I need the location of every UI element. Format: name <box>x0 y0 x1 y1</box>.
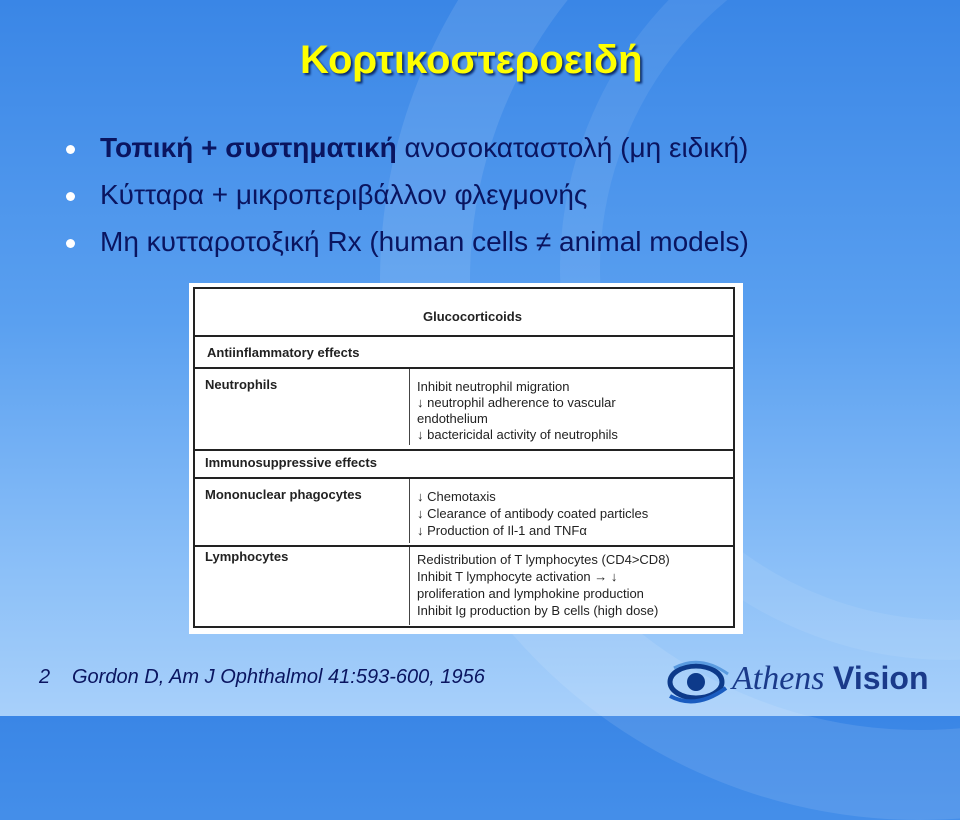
bullet-item-1 <box>62 132 749 179</box>
logo-word-vision: Vision <box>833 660 929 696</box>
slide-title: Κορτικοστεροειδή <box>300 38 643 82</box>
row2-line: ↓ Clearance of antibody coated particles <box>417 506 649 521</box>
column-divider <box>409 479 410 543</box>
row3-line: Inhibit T lymphocyte activation → ↓ <box>417 569 618 584</box>
row3-line: proliferation and lymphokine production <box>417 586 644 601</box>
athens-vision-logo <box>666 650 956 712</box>
table-header: Glucocorticoids <box>423 309 522 324</box>
bullet-item-2 <box>62 179 749 226</box>
bullet-list <box>62 132 749 273</box>
section-immunosuppressive: Immunosuppressive effects <box>205 455 377 470</box>
bullet-text: ανοσοκαταστολή (μη ειδική) <box>396 132 749 163</box>
table-frame <box>193 287 735 628</box>
row1-line: Inhibit neutrophil migration <box>417 379 570 394</box>
row1-line: ↓ neutrophil adherence to vascular <box>417 395 616 410</box>
column-divider <box>409 369 410 445</box>
page-number: 2 <box>39 666 51 688</box>
citation: Gordon D, Am J Ophthalmol 41:593-600, 1956 <box>72 666 485 688</box>
row2-line: ↓ Chemotaxis <box>417 489 496 504</box>
bullet-text: Μη κυτταροτοξική Rx (human cells ≠ animal models) <box>100 226 749 257</box>
glucocorticoids-table-figure <box>189 283 743 634</box>
row-label-neutrophils: Neutrophils <box>205 377 278 392</box>
divider <box>195 477 733 479</box>
section-antiinflammatory: Antiinflammatory effects <box>207 345 360 360</box>
logo-word-athens: Athens <box>732 660 825 697</box>
bullet-bold-text: Τοπική + συστηματική <box>100 132 397 163</box>
row1-line: endothelium <box>417 411 488 426</box>
eye-swoosh-icon <box>666 652 736 712</box>
column-divider <box>409 547 410 625</box>
divider <box>195 449 733 451</box>
row3-line: Inhibit Ig production by B cells (high dose) <box>417 603 659 618</box>
row1-line: ↓ bactericidal activity of neutrophils <box>417 427 618 442</box>
bullet-text: Κύτταρα + μικροπεριβάλλον φλεγμονής <box>100 179 588 210</box>
row2-line: ↓ Production of Il-1 and TNFα <box>417 523 587 538</box>
divider <box>195 367 733 369</box>
row3-line: Redistribution of T lymphocytes (CD4>CD8) <box>417 552 670 567</box>
divider <box>195 335 733 337</box>
bullet-item-3 <box>62 226 749 273</box>
row-label-lymphocytes: Lymphocytes <box>205 549 289 564</box>
row-label-mononuclear-phagocytes: Mononuclear phagocytes <box>205 487 362 502</box>
divider <box>195 545 733 547</box>
logo-wordmark <box>732 660 928 698</box>
